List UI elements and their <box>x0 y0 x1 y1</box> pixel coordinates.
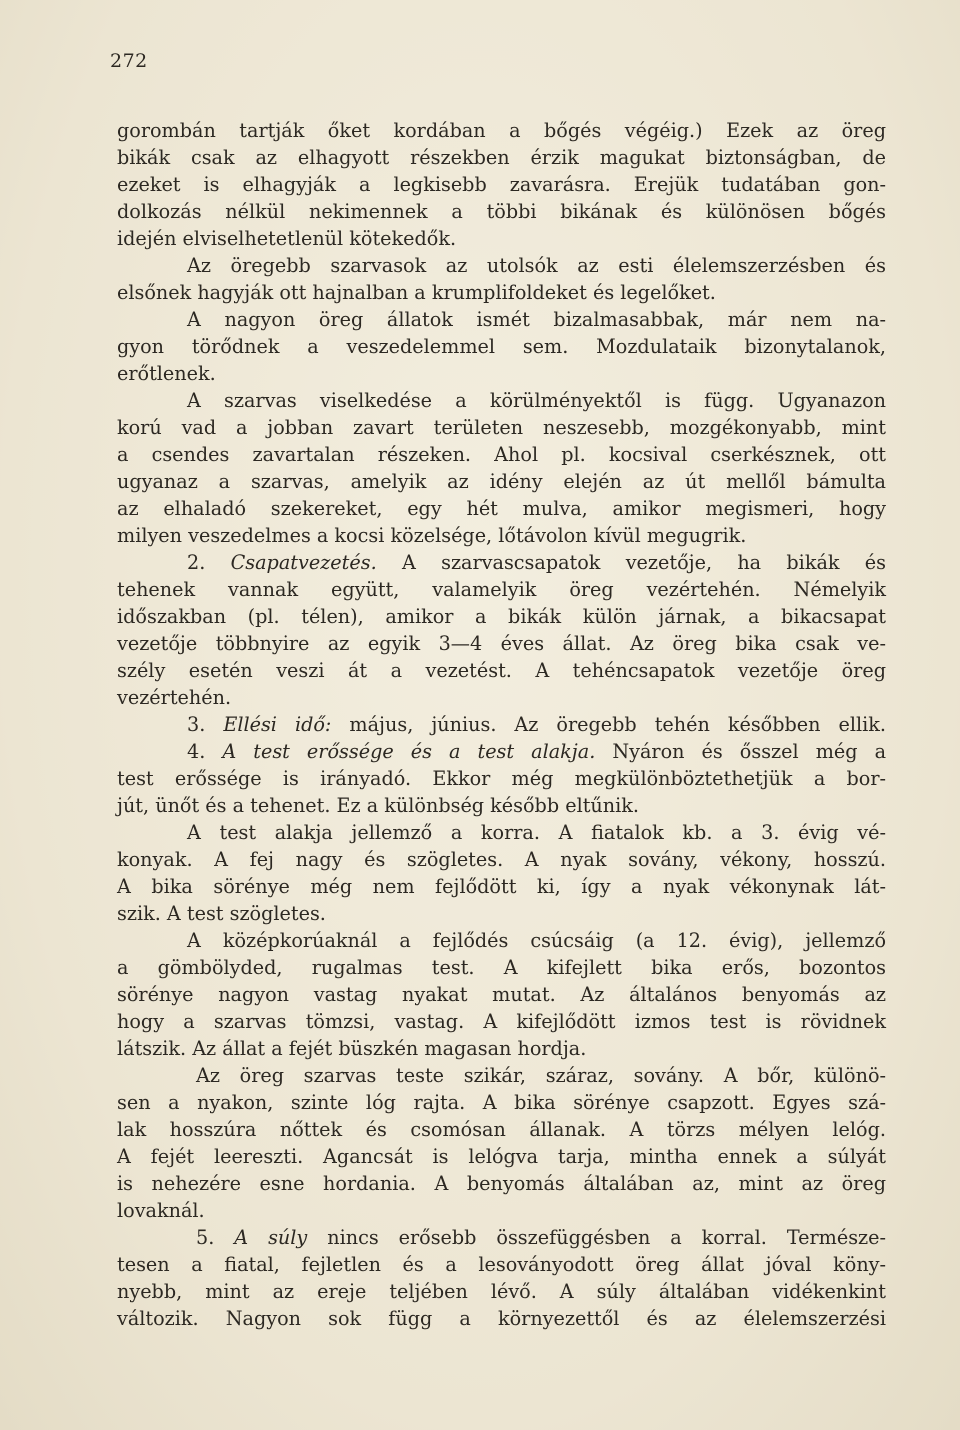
line-text: A szarvas viselkedése a körülményektől is függ. Ugyanazon <box>187 389 886 412</box>
text-line <box>117 225 886 252</box>
text-line <box>117 927 886 954</box>
text-line <box>117 1062 886 1089</box>
line-text: szik. A test szögletes. <box>117 902 326 925</box>
text-line <box>117 684 886 711</box>
text-line <box>117 171 886 198</box>
text-line <box>117 1089 886 1116</box>
line-text: A középkorúaknál a fejlődés csúcsáig (a 12. évig), jellemző <box>187 929 886 952</box>
list-number: 4. <box>187 740 223 763</box>
line-text: bikák csak az elhagyott részekben érzik magukat biztonságban, de <box>117 146 886 169</box>
section-heading: Ellési idő: <box>223 713 332 736</box>
text-line <box>117 738 886 765</box>
line-text: az elhaladó szekereket, egy hét mulva, amikor megismeri, hogy <box>117 497 886 520</box>
line-text: Az öregebb szarvasok az utolsók az esti élelemszerzésben és <box>187 254 886 277</box>
line-text: A nagyon öreg állatok ismét bizalmasabbak, már nem na- <box>187 308 886 331</box>
text-line <box>117 981 886 1008</box>
text-line <box>117 819 886 846</box>
list-number: 2. <box>187 551 231 574</box>
text-line <box>117 954 886 981</box>
text-line <box>117 900 886 927</box>
text-line <box>117 198 886 225</box>
text-line <box>117 792 886 819</box>
text-line <box>117 468 886 495</box>
list-number: 3. <box>187 713 224 736</box>
line-text: milyen veszedelmes a kocsi közelsége, lőtávolon kívül megugrik. <box>117 524 747 547</box>
text-line <box>117 873 886 900</box>
line-text: változik. Nagyon sok függ a környezettől és az élelemszerzési <box>117 1307 886 1330</box>
section-heading: Csapatvezetés. <box>230 551 377 574</box>
line-text: ugyanaz a szarvas, amelyik az idény elején az út mellől bámulta <box>117 470 886 493</box>
page-number: 272 <box>110 50 148 72</box>
text-line <box>117 279 886 306</box>
text-line <box>117 117 886 144</box>
text-line <box>117 360 886 387</box>
line-text: szély esetén veszi át a vezetést. A tehéncsapatok vezetője öreg <box>117 659 886 682</box>
text-line <box>117 630 886 657</box>
text-line <box>117 1116 886 1143</box>
text-line <box>117 1170 886 1197</box>
text-line <box>117 144 886 171</box>
text-line <box>117 1035 886 1062</box>
line-text: A fejét leereszti. Agancsát is lelógva tarja, mintha ennek a súlyát <box>117 1145 886 1168</box>
line-text: látszik. Az állat a fejét büszkén magasan hordja. <box>117 1037 587 1060</box>
line-text: erőtlenek. <box>117 362 216 385</box>
text-line <box>117 1008 886 1035</box>
section-heading: A súly <box>234 1226 308 1249</box>
line-text: vezetője többnyire az egyik 3—4 éves állat. Az öreg bika csak ve- <box>117 632 886 655</box>
line-text: vezértehén. <box>117 686 232 709</box>
line-text: konyak. A fej nagy és szögletes. A nyak sovány, vékony, hosszú. <box>117 848 886 871</box>
text-line <box>117 603 886 630</box>
text-line <box>117 1278 886 1305</box>
line-text: időszakban (pl. télen), amikor a bikák külön járnak, a bikacsapat <box>117 605 886 628</box>
line-text: test erőssége is irányadó. Ekkor még megkülönböztethetjük a bor- <box>117 767 886 790</box>
text-line <box>117 657 886 684</box>
line-text: lak hosszúra nőttek és csomósan állanak. A törzs mélyen lelóg. <box>117 1118 886 1141</box>
text-line <box>117 495 886 522</box>
line-text: hogy a szarvas tömzsi, vastag. A kifejlődött izmos test is rövidnek <box>117 1010 886 1033</box>
line-text: is nehezére esne hordania. A benyomás általában az, mint az öreg <box>117 1172 886 1195</box>
text-line <box>117 1143 886 1170</box>
text-line <box>117 333 886 360</box>
body-text <box>117 117 886 1332</box>
text-line <box>117 441 886 468</box>
text-line <box>117 252 886 279</box>
text-line <box>117 1305 886 1332</box>
line-text: Nyáron és ősszel még a <box>595 740 887 763</box>
line-text: gorombán tartják őket kordában a bőgés végéig.) Ezek az öreg <box>117 119 886 142</box>
line-text: sörénye nagyon vastag nyakat mutat. Az általános benyomás az <box>117 983 886 1006</box>
line-text: a gömbölyded, rugalmas test. A kifejlett bika erős, bozontos <box>117 956 886 979</box>
line-text: idején elviselhetetlenül kötekedők. <box>117 227 457 250</box>
line-text: A test alakja jellemző a korra. A fiatalok kb. a 3. évig vé- <box>187 821 886 844</box>
text-line <box>117 765 886 792</box>
section-heading: A test erőssége és a test alakja. <box>222 740 596 763</box>
text-line <box>117 576 886 603</box>
line-text: A szarvascsapatok vezetője, ha bikák és <box>376 551 886 574</box>
line-text: tehenek vannak együtt, valamelyik öreg vezértehén. Némelyik <box>117 578 886 601</box>
line-text: ezeket is elhagyják a legkisebb zavarásra. Erejük tudatában gon- <box>117 173 886 196</box>
line-text: dolkozás nélkül nekimennek a többi bikának és különösen bőgés <box>117 200 886 223</box>
line-text: A bika sörénye még nem fejlődött ki, így a nyak vékonynak lát- <box>117 875 886 898</box>
line-text: jút, ünőt és a tehenet. Ez a különbség később eltűnik. <box>117 794 640 817</box>
line-text: sen a nyakon, szinte lóg rajta. A bika sörénye csapzott. Egyes szá- <box>117 1091 886 1114</box>
line-text: elsőnek hagyják ott hajnalban a krumplifoldeket és legelőket. <box>117 281 716 304</box>
text-line <box>117 414 886 441</box>
text-line <box>117 1224 886 1251</box>
text-line <box>117 306 886 333</box>
text-line <box>117 549 886 576</box>
line-text: május, június. Az öregebb tehén későbben ellik. <box>331 713 887 736</box>
list-number: 5. <box>196 1226 235 1249</box>
text-line <box>117 711 886 738</box>
text-line <box>117 387 886 414</box>
line-text: nincs erősebb összefüggésben a korral. Természe- <box>307 1226 887 1249</box>
line-text: nyebb, mint az ereje teljében lévő. A súly általában vidékenkint <box>117 1280 886 1303</box>
text-line <box>117 522 886 549</box>
text-line <box>117 846 886 873</box>
line-text: Az öreg szarvas teste szikár, száraz, sovány. A bőr, különö- <box>196 1064 886 1087</box>
line-text: tesen a fiatal, fejletlen és a lesoványodott öreg állat jóval köny- <box>117 1253 886 1276</box>
line-text: a csendes zavartalan részeken. Ahol pl. kocsival cserkésznek, ott <box>117 443 886 466</box>
line-text: lovaknál. <box>117 1199 205 1222</box>
line-text: gyon törődnek a veszedelemmel sem. Mozdulataik bizonytalanok, <box>117 335 886 358</box>
line-text: korú vad a jobban zavart területen neszesebb, mozgékonyabb, mint <box>117 416 886 439</box>
text-line <box>117 1251 886 1278</box>
text-line <box>117 1197 886 1224</box>
